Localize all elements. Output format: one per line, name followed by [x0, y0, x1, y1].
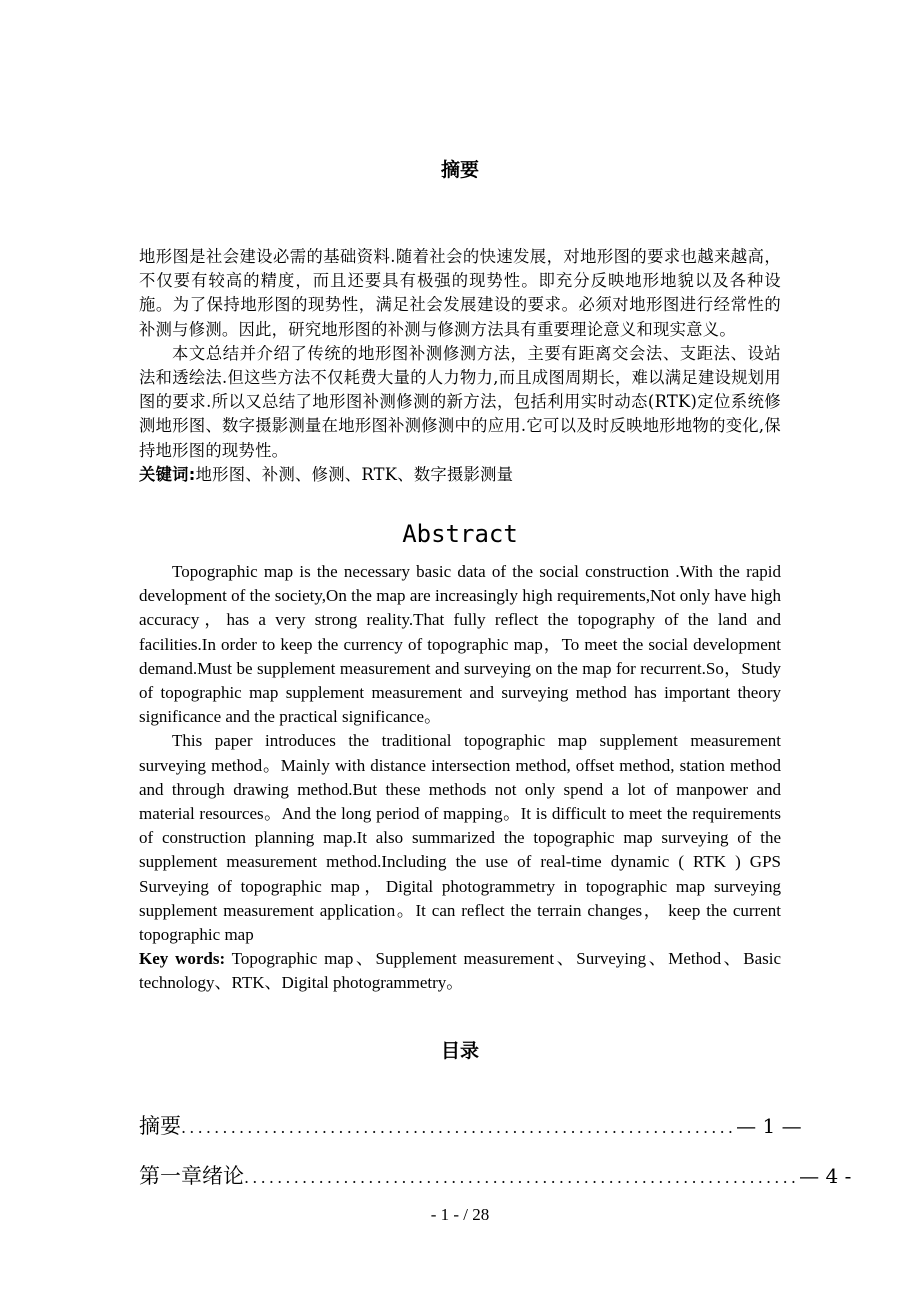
keywords-cn-label: 关键词:	[139, 464, 196, 484]
abstract-en-title: Abstract	[402, 520, 518, 548]
abstract-en-body	[139, 560, 781, 996]
abstract-cn-keywords	[139, 463, 781, 487]
abstract-cn-title: 摘要	[440, 159, 479, 181]
abstract-en-paragraph-2: This paper introduces the traditional topographic map supplement measurement surveying method。Mainly with distance intersection method, offset method, station method and through drawing method.But these methods not only spend a lot of manpower and material resources。And the long period of mapping。It is difficult to meet the requirements of construction planning map.It also summarized the topographic map surveying of the supplement measurement method.Including the use of real-time dynamic ( RTK ) GPS Surveying of topographic map，Digital photogrammetry in topographic map surveying supplement measurement application。It can reflect the terrain changes， keep the current topographic map	[139, 731, 781, 945]
keywords-en-label: Key words:	[139, 949, 226, 969]
toc-entry-label: 绪论	[202, 1164, 244, 1188]
toc-title: 目录	[440, 1040, 479, 1062]
toc-entry-page: — 4 -	[799, 1164, 852, 1188]
keywords-en-text: Topographic map、Supplement measurement、Surveying、Method、Basic technology、RTK、Digital photogrammetry。	[139, 949, 782, 993]
abstract-cn-paragraph-1: 地形图是社会建设必需的基础资料.随着社会的快速发展，对地形图的要求也越来越高，不仅要有较高的精度，而且还要具有极强的现势性。即充分反映地形地貌以及各种设施。为了保持地形图的现势性，满足社会发展建设的要求。必须对地形图进行经常性的补测与修测。因此，研究地形图的补测与修测方法具有重要理论意义和现实意义。	[139, 247, 781, 339]
abstract-en-paragraph-1: Topographic map is the necessary basic data of the social construction .With the rapid development of the society,On the map are increasingly high requirements,Not only have high accuracy，has a very strong reality.That fully reflect the topography of the land and facilities.In order to keep the currency of topographic map，To meet the social development demand.Must be supplement measurement and surveying on the map for recurrent.So，Study of topographic map supplement measurement and surveying method has important theory significance and the practical significance。	[139, 562, 781, 727]
toc-leader-dots: ...................................................................	[244, 1168, 800, 1187]
toc-entry-chapter-1[interactable]	[139, 1160, 852, 1190]
toc-entry-chapter: 第一章	[139, 1164, 202, 1188]
page-number-footer: - 1 - / 28	[430, 1205, 490, 1224]
abstract-cn-body	[139, 245, 781, 487]
toc-leader-dots: ...................................................................	[181, 1118, 737, 1137]
abstract-cn-paragraph-2: 本文总结并介绍了传统的地形图补测修测方法，主要有距离交会法、支距法、设站法和透绘法.但这些方法不仅耗费大量的人力物力,而且成图周期长，难以满足建设规划用图的要求.所以又总结了地形图补测修测的新方法，包括利用实时动态(RTK)定位系统修测地形图、数字摄影测量在地形图补测修测中的应用.它可以及时反映地形地物的变化,保持地形图的现势性。	[139, 343, 781, 460]
keywords-cn-text: 地形图、补测、修测、RTK、数字摄影测量	[195, 464, 514, 484]
toc-entry-abstract[interactable]	[139, 1110, 802, 1140]
toc-entry-label: 摘要	[139, 1114, 181, 1138]
abstract-en-keywords	[139, 947, 781, 995]
toc-entry-page: — 1 —	[736, 1114, 802, 1138]
